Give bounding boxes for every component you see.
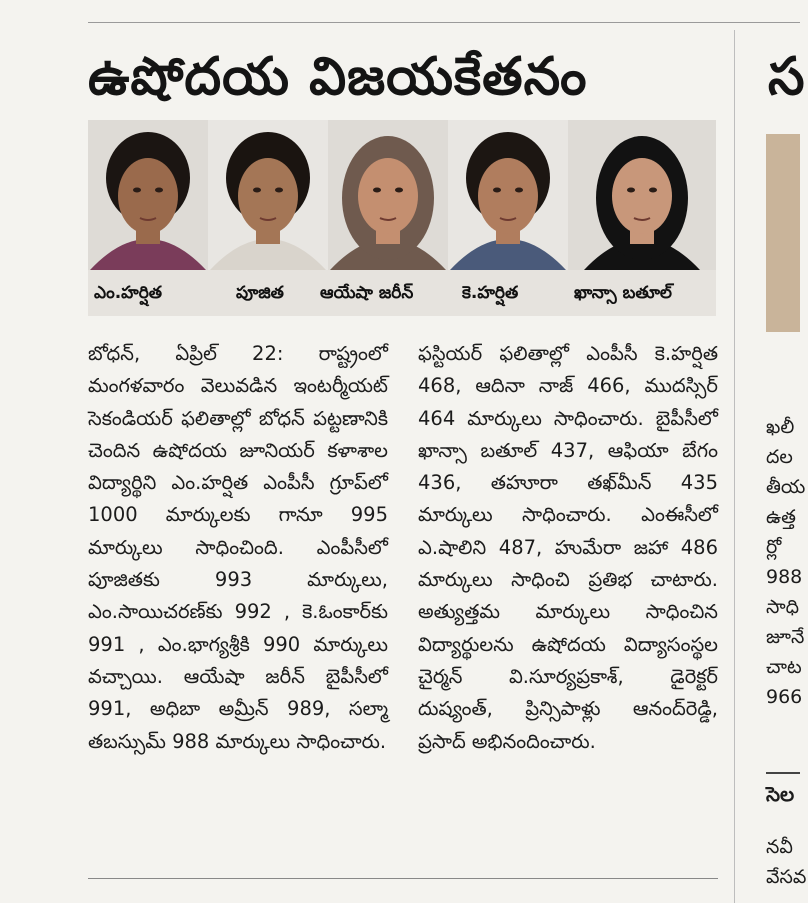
eye bbox=[133, 188, 141, 193]
student-photo bbox=[448, 120, 568, 270]
eye bbox=[395, 188, 403, 193]
article-column-1 bbox=[88, 338, 388, 758]
text-fragment: 966 bbox=[766, 686, 803, 708]
photo-caption: ఎం.హర్షిత bbox=[94, 283, 163, 303]
text-fragment: నవీ bbox=[766, 836, 793, 858]
student-photo bbox=[88, 120, 208, 270]
text-fragment: ఖలీ bbox=[766, 416, 795, 438]
photo-strip bbox=[88, 120, 716, 316]
eye bbox=[275, 188, 283, 193]
adjacent-rule bbox=[766, 772, 800, 774]
face bbox=[238, 158, 298, 234]
adjacent-subhead-fragment: సెల bbox=[766, 782, 795, 806]
adjacent-headline-fragment: స bbox=[768, 47, 805, 107]
column-divider bbox=[734, 30, 735, 903]
article-paragraph: ఫస్టియర్ ఫలితాల్లో ఎంపీసీ కె.హర్షిత 468, ఆదినా నాజ్ 466, ముదస్సిర్ 464 మార్కులు సాధించారు. బైపీసీలో ఖాన్సా బతూల్ 437, ఆఫియా బేగం 436, తహూరా తఖ్‌మీన్ 435 మార్కులు సాధించారు. ఎంఈసీలో ఎ.షాలిని 487, హుమేరా జహా 486 మార్కులు సాధించి ప్రతిభ చాటారు. అత్యుత్తమ మార్కులు సాధించిన విద్యార్థులను ఉషోదయ విద్యాసంస్థల చైర్మన్ వి.సూర్యప్రకాశ్, డైరెక్టర్ దుష్యంత్, ప్రిన్సిపాళ్లు ఆనంద్‌రెడ్డి, ప్రసాద్ అభినందించారు. bbox=[418, 342, 718, 753]
text-fragment: వేసవ bbox=[766, 866, 807, 888]
text-fragment: తీయ bbox=[766, 476, 806, 498]
eye bbox=[373, 188, 381, 193]
text-fragment: ర్లో bbox=[766, 536, 782, 558]
face bbox=[118, 158, 178, 234]
eye bbox=[627, 188, 635, 193]
photo-caption: ఖాన్సా బతూల్ bbox=[574, 283, 672, 303]
eye bbox=[493, 188, 501, 193]
text-fragment: చాట bbox=[766, 656, 802, 678]
photo-caption: ఆయేషా జరీన్ bbox=[320, 283, 414, 303]
face bbox=[478, 158, 538, 234]
eye bbox=[155, 188, 163, 193]
article-paragraph: బోధన్, ఏప్రిల్ 22: రాష్ట్రంలో మంగళవారం వెలువడిన ఇంటర్మీయట్ సెకండియర్ ఫలితాల్లో బోధన్ పట్టణానికి చెందిన ఉషోదయ జూనియర్ కళాశాల విద్యార్థిని ఎం.హర్షిత ఎంపీసీ గ్రూప్‌లో 1000 మార్కులకు గానూ 995 మార్కులు సాధించింది. ఎంపీసీలో పూజితకు 993 మార్కులు, ఎం.సాయిచరణ్‌కు 992 , కె.ఓంకార్‌కు 991 , ఎం.భాగ్యశ్రీకి 990 మార్కులు వచ్చాయి. ఆయేషా జరీన్ బైపీసీలో 991, అధిబా అమ్రీన్ 989, సల్మా తబస్సుమ్ 988 మార్కులు సాధించారు. bbox=[88, 342, 388, 753]
text-fragment: సాధి bbox=[766, 596, 800, 618]
face bbox=[612, 158, 672, 234]
face bbox=[358, 158, 418, 234]
text-fragment: ఉత్త bbox=[766, 506, 796, 528]
photo-caption: పూజిత bbox=[236, 283, 284, 303]
student-photo bbox=[208, 120, 328, 270]
top-rule bbox=[88, 22, 800, 23]
text-fragment: దల bbox=[766, 446, 793, 468]
student-photo bbox=[328, 120, 448, 270]
adjacent-article-fragment bbox=[766, 412, 806, 712]
text-fragment: జూనే bbox=[766, 626, 805, 648]
article-column-2 bbox=[418, 338, 718, 758]
eye bbox=[649, 188, 657, 193]
photo-caption: కె.హర్షిత bbox=[462, 283, 519, 303]
headline: ఉషోదయ విజయకేతనం bbox=[88, 47, 588, 107]
student-photo bbox=[568, 120, 716, 270]
eye bbox=[253, 188, 261, 193]
eye bbox=[515, 188, 523, 193]
text-fragment: 988 bbox=[766, 566, 803, 588]
bottom-rule bbox=[88, 878, 718, 879]
adjacent-tail-fragment bbox=[766, 832, 807, 892]
adjacent-photo bbox=[766, 134, 800, 332]
